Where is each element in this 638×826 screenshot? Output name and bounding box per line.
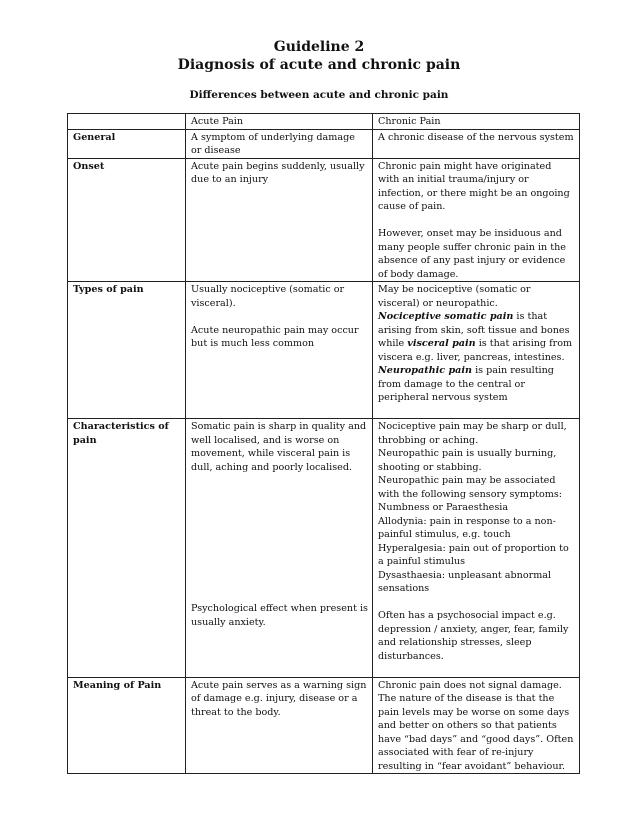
cell-onset-acute: Acute pain begins suddenly, usually due to an injury: [186, 158, 373, 282]
cell-characteristics-acute: Somatic pain is sharp in quality and well localised, and is worse on movement, while visceral pain is dull, aching and poorly localised. Psychological effect when present is usually anxiety.: [186, 419, 373, 678]
header-empty: [68, 114, 186, 130]
term-nociceptive-somatic: Nociceptive somatic pain: [378, 311, 514, 322]
header-acute-pain: Acute Pain: [186, 114, 373, 130]
guideline-title: Guideline 2: [273, 39, 365, 55]
row-onset: [68, 158, 580, 282]
row-label-onset: Onset: [68, 158, 186, 282]
table-caption: Differences between acute and chronic pain: [189, 89, 449, 101]
cell-meaning-chronic: Chronic pain does not signal damage. The nature of the disease is that the pain levels may be worse on some days and better on others so that patients have “bad days” and “good days”. Often associated with fear of re-injury resulting in “fear avoidant” behaviour.: [373, 677, 580, 774]
row-general: [68, 129, 580, 158]
comparison-table: [67, 113, 580, 774]
guideline-heading: Diagnosis of acute and chronic pain: [177, 57, 461, 73]
row-meaning-of-pain: [68, 677, 580, 774]
cell-general-chronic: A chronic disease of the nervous system: [373, 129, 580, 158]
row-label-general: General: [68, 129, 186, 158]
cell-characteristics-chronic: Nociceptive pain may be sharp or dull, throbbing or aching. Neuropathic pain is usually burning, shooting or stabbing. Neuropathic pain may be associated with the following sensory symptoms: Numbness or Paraesthesia Allodynia: pain in response to a non-painful stimulus, e.g. touch Hyperalgesia: pain out of proportion to a painful stimulus Dysasthaesia: unpleasant abnormal sensations Often has a psychosocial impact e.g. depression / anxiety, anger, fear, family and relationship stresses, sleep disturbances.: [373, 419, 580, 678]
row-label-types-of-pain: Types of pain: [68, 282, 186, 419]
row-label-meaning-of-pain: Meaning of Pain: [68, 677, 186, 774]
cell-onset-chronic: Chronic pain might have originated with an initial trauma/injury or infection, or there might be an ongoing cause of pain. However, onset may be insiduous and many people suffer chronic pain in the absence of any past injury or evidence of body damage.: [373, 158, 580, 282]
term-visceral: visceral pain: [407, 338, 476, 349]
cell-types-acute: Usually nociceptive (somatic or visceral). Acute neuropathic pain may occur but is much less common: [186, 282, 373, 419]
cell-general-acute: A symptom of underlying damage or disease: [186, 129, 373, 158]
header-chronic-pain: Chronic Pain: [373, 114, 580, 130]
cell-types-chronic: May be nociceptive (somatic or visceral) or neuropathic. Nociceptive somatic pain is that arising from skin, soft tissue and bones while visceral pain is that arising from viscera e.g. liver, pancreas, intestines. Neuropathic pain is pain resulting from damage to the central or peripheral nervous system: [373, 282, 580, 419]
term-neuropathic: Neuropathic pain: [378, 365, 473, 376]
row-characteristics: [68, 419, 580, 678]
row-label-characteristics: Characteristics of pain: [68, 419, 186, 678]
cell-meaning-acute: Acute pain serves as a warning sign of damage e.g. injury, disease or a threat to the body.: [186, 677, 373, 774]
table-header-row: [68, 114, 580, 130]
row-types-of-pain: [68, 282, 580, 419]
